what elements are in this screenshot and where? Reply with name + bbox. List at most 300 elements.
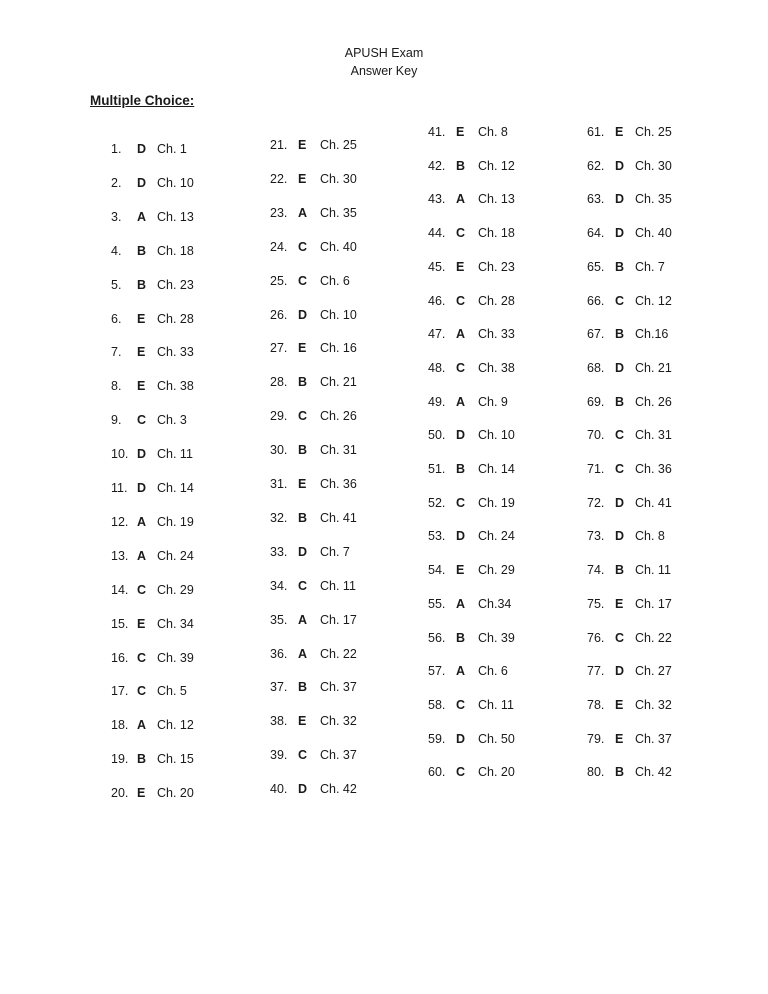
chapter-reference: Ch. 1 (157, 142, 187, 156)
answer-item (587, 326, 668, 342)
chapter-reference: Ch. 22 (320, 646, 357, 661)
chapter-reference: Ch. 11 (157, 447, 193, 462)
answer-letter: D (615, 226, 625, 241)
answer-letter: A (456, 596, 466, 611)
question-number: 55. (428, 596, 446, 611)
answer-letter: C (456, 226, 466, 241)
chapter-reference: Ch. 32 (320, 714, 357, 729)
chapter-reference: Ch. 21 (635, 360, 672, 375)
answer-item (428, 495, 515, 511)
question-number: 26. (270, 307, 288, 322)
question-number: 10. (111, 447, 129, 462)
answer-item (587, 461, 672, 477)
answer-item (270, 612, 357, 628)
answer-letter: B (615, 563, 625, 578)
answer-letter: D (137, 481, 147, 495)
chapter-reference: Ch. 23 (478, 259, 515, 274)
answer-item (428, 731, 515, 747)
answer-letter: E (615, 697, 624, 712)
chapter-reference: Ch. 38 (478, 360, 515, 375)
question-number: 20. (111, 786, 129, 801)
answer-item (111, 650, 194, 666)
answer-letter: B (615, 765, 625, 780)
question-number: 52. (428, 495, 446, 510)
answer-item (111, 311, 194, 327)
answer-item (270, 273, 350, 289)
answer-item (111, 344, 194, 360)
chapter-reference: Ch. 12 (157, 718, 194, 733)
answer-letter: B (298, 680, 308, 695)
answer-item (428, 293, 515, 309)
chapter-reference: Ch. 9 (478, 394, 508, 409)
answer-item (270, 679, 357, 695)
question-number: 18. (111, 718, 129, 733)
answer-letter: A (137, 514, 147, 529)
answer-letter: A (137, 718, 147, 733)
question-number: 77. (587, 664, 605, 679)
question-number: 23. (270, 205, 288, 220)
chapter-reference: Ch. 12 (478, 158, 515, 173)
answer-item (428, 394, 508, 410)
answer-letter: B (615, 394, 625, 409)
answer-item (587, 360, 672, 376)
answer-letter: E (137, 311, 146, 326)
question-number: 51. (428, 462, 446, 476)
answer-letter: E (137, 616, 146, 631)
chapter-reference: Ch. 30 (320, 171, 357, 186)
answer-item (111, 378, 194, 394)
answer-item (111, 446, 193, 462)
question-number: 39. (270, 748, 288, 763)
answer-letter: C (137, 582, 147, 597)
answer-letter: A (137, 548, 147, 563)
question-number: 75. (587, 596, 605, 611)
answer-item (270, 442, 357, 458)
question-number: 68. (587, 360, 605, 375)
answer-item (270, 374, 357, 390)
chapter-reference: Ch. 42 (320, 782, 357, 797)
chapter-reference: Ch. 19 (478, 495, 515, 510)
answer-letter: C (456, 360, 466, 375)
answer-item (111, 514, 194, 530)
question-number: 31. (270, 477, 288, 491)
chapter-reference: Ch. 37 (320, 680, 357, 695)
answer-item (428, 360, 515, 376)
chapter-reference: Ch. 41 (635, 495, 672, 510)
answer-letter: B (456, 158, 466, 173)
exam-title: APUSH Exam (344, 46, 424, 60)
chapter-reference: Ch. 50 (478, 731, 515, 746)
question-number: 29. (270, 409, 288, 424)
answer-letter: C (137, 650, 147, 665)
question-number: 19. (111, 752, 129, 767)
answer-letter: A (137, 209, 147, 224)
question-number: 38. (270, 714, 288, 729)
chapter-reference: Ch. 17 (635, 596, 672, 611)
answer-item (428, 663, 508, 679)
answer-item (587, 764, 672, 780)
chapter-reference: Ch. 6 (320, 273, 350, 288)
answer-letter: A (456, 664, 466, 679)
question-number: 5. (111, 277, 122, 292)
answer-letter: E (137, 786, 146, 801)
answer-letter: D (456, 428, 466, 443)
answer-letter: C (298, 578, 308, 593)
answer-item (111, 785, 194, 801)
chapter-reference: Ch. 28 (157, 311, 194, 326)
answer-item (587, 427, 672, 443)
answer-letter: D (615, 495, 625, 510)
answer-item (270, 307, 357, 323)
chapter-reference: Ch. 42 (635, 765, 672, 780)
answer-item (270, 137, 357, 153)
answer-letter: B (298, 443, 308, 458)
answer-item (428, 461, 515, 477)
question-number: 60. (428, 765, 446, 780)
answer-letter: B (298, 510, 308, 525)
chapter-reference: Ch. 23 (157, 277, 194, 292)
answer-letter: D (137, 175, 147, 190)
answer-letter: D (615, 529, 625, 544)
answer-item (587, 394, 672, 410)
question-number: 72. (587, 495, 605, 510)
answer-letter: C (137, 684, 147, 699)
question-number: 8. (111, 379, 122, 394)
chapter-reference: Ch. 28 (478, 293, 515, 308)
chapter-reference: Ch. 25 (320, 138, 357, 152)
answer-item (111, 141, 187, 157)
answer-item (587, 225, 672, 241)
answer-item (587, 630, 672, 646)
question-number: 78. (587, 697, 605, 712)
chapter-reference: Ch. 18 (157, 243, 194, 258)
answer-item (111, 243, 194, 259)
chapter-reference: Ch. 33 (157, 345, 194, 360)
chapter-reference: Ch. 25 (635, 125, 672, 139)
question-number: 14. (111, 582, 129, 597)
chapter-reference: Ch. 10 (157, 175, 194, 190)
chapter-reference: Ch. 39 (157, 650, 194, 665)
answer-letter: C (298, 273, 308, 288)
answer-item (587, 259, 665, 275)
answer-letter: D (615, 158, 625, 173)
answer-letter: B (137, 277, 147, 292)
answer-letter: C (615, 293, 625, 308)
chapter-reference: Ch. 31 (320, 443, 357, 458)
question-number: 41. (428, 125, 446, 139)
chapter-reference: Ch. 10 (320, 307, 357, 322)
answer-letter: E (298, 138, 307, 152)
chapter-reference: Ch. 39 (478, 630, 515, 645)
chapter-reference: Ch. 30 (635, 158, 672, 173)
question-number: 25. (270, 273, 288, 288)
question-number: 3. (111, 209, 122, 224)
question-number: 76. (587, 630, 605, 645)
chapter-reference: Ch. 38 (157, 379, 194, 394)
question-number: 28. (270, 375, 288, 390)
chapter-reference: Ch. 29 (478, 563, 515, 578)
question-number: 64. (587, 226, 605, 241)
answer-item (587, 697, 672, 713)
answer-letter: A (456, 394, 466, 409)
answer-letter: D (615, 664, 625, 679)
question-number: 33. (270, 544, 288, 559)
answer-letter: E (615, 596, 624, 611)
answer-letter: B (615, 327, 625, 342)
question-number: 66. (587, 293, 605, 308)
answer-letter: D (137, 447, 147, 462)
answer-letter: E (615, 731, 624, 746)
answer-letter: E (137, 379, 146, 394)
answer-item (587, 562, 671, 578)
answer-item (111, 548, 194, 564)
answer-letter: C (298, 239, 308, 254)
answer-letter: E (298, 171, 307, 186)
answer-item (270, 510, 357, 526)
answer-item (270, 239, 357, 255)
answer-item (270, 713, 357, 729)
answer-letter: A (456, 192, 466, 207)
answer-letter: E (456, 125, 465, 139)
answer-item (587, 731, 672, 747)
question-number: 57. (428, 664, 446, 679)
question-number: 35. (270, 612, 288, 627)
answer-letter: A (298, 205, 308, 220)
chapter-reference: Ch. 3 (157, 413, 187, 428)
question-number: 4. (111, 243, 122, 258)
answer-item (111, 751, 194, 767)
question-number: 73. (587, 529, 605, 544)
chapter-reference: Ch. 26 (635, 394, 672, 409)
answer-item (587, 158, 672, 174)
chapter-reference: Ch. 13 (157, 209, 194, 224)
answer-item (428, 528, 515, 544)
answer-item (270, 205, 357, 221)
answer-item (428, 427, 515, 443)
question-number: 53. (428, 529, 446, 544)
answer-item (587, 124, 672, 140)
chapter-reference: Ch. 11 (635, 563, 671, 578)
answer-item (428, 158, 515, 174)
answer-item (270, 646, 357, 662)
chapter-reference: Ch. 40 (635, 226, 672, 241)
answer-item (428, 596, 511, 612)
answer-letter: B (456, 630, 466, 645)
question-number: 36. (270, 646, 288, 661)
answer-item (111, 683, 187, 699)
answer-item (111, 175, 194, 191)
answer-item (587, 495, 672, 511)
answer-letter: D (456, 731, 466, 746)
chapter-reference: Ch. 8 (478, 125, 508, 139)
answer-letter: E (298, 341, 307, 356)
answer-letter: C (298, 748, 308, 763)
chapter-reference: Ch. 20 (478, 765, 515, 780)
question-number: 61. (587, 125, 605, 139)
chapter-reference: Ch. 37 (635, 731, 672, 746)
chapter-reference: Ch. 36 (635, 462, 672, 476)
chapter-reference: Ch. 14 (157, 481, 194, 495)
chapter-reference: Ch. 13 (478, 192, 515, 207)
answer-letter: A (298, 646, 308, 661)
chapter-reference: Ch. 12 (635, 293, 672, 308)
chapter-reference: Ch. 34 (157, 616, 194, 631)
question-number: 71. (587, 462, 605, 476)
chapter-reference: Ch. 11 (478, 697, 514, 712)
question-number: 16. (111, 650, 129, 665)
section-heading: Multiple Choice: (90, 93, 195, 108)
answer-letter: C (456, 697, 466, 712)
chapter-reference: Ch. 36 (320, 477, 357, 491)
answer-item (270, 408, 357, 424)
chapter-reference: Ch. 35 (320, 205, 357, 220)
chapter-reference: Ch. 10 (478, 428, 515, 443)
question-number: 15. (111, 616, 129, 631)
chapter-reference: Ch. 35 (635, 192, 672, 207)
answer-item (111, 480, 194, 496)
answer-item (111, 616, 194, 632)
answer-letter: A (456, 327, 466, 342)
answer-item (270, 544, 350, 560)
question-number: 74. (587, 563, 605, 578)
answer-letter: C (615, 630, 625, 645)
chapter-reference: Ch. 33 (478, 327, 515, 342)
answer-letter: D (298, 544, 308, 559)
answer-letter: B (298, 375, 308, 390)
question-number: 47. (428, 327, 446, 342)
answer-item (270, 578, 356, 594)
answer-letter: C (456, 765, 466, 780)
question-number: 30. (270, 443, 288, 458)
question-number: 37. (270, 680, 288, 695)
question-number: 13. (111, 548, 129, 563)
question-number: 12. (111, 514, 129, 529)
chapter-reference: Ch. 29 (157, 582, 194, 597)
question-number: 56. (428, 630, 446, 645)
question-number: 44. (428, 226, 446, 241)
chapter-reference: Ch. 7 (320, 544, 350, 559)
answer-letter: E (615, 125, 624, 139)
chapter-reference: Ch. 8 (635, 529, 665, 544)
answer-item (428, 259, 515, 275)
chapter-reference: Ch. 24 (157, 548, 194, 563)
answer-letter: A (298, 612, 308, 627)
answer-item (428, 124, 508, 140)
answer-letter: C (615, 462, 625, 476)
answer-item (270, 747, 357, 763)
question-number: 49. (428, 394, 446, 409)
chapter-reference: Ch. 31 (635, 428, 672, 443)
answer-item (587, 191, 672, 207)
answer-letter: C (298, 409, 308, 424)
question-number: 34. (270, 578, 288, 593)
question-number: 11. (111, 481, 128, 495)
answer-letter: E (298, 477, 307, 491)
chapter-reference: Ch. 41 (320, 510, 357, 525)
answer-letter: D (298, 782, 308, 797)
answer-letter: B (615, 259, 625, 274)
answer-letter: B (137, 243, 147, 258)
question-number: 62. (587, 158, 605, 173)
question-number: 24. (270, 239, 288, 254)
question-number: 69. (587, 394, 605, 409)
answer-letter: D (456, 529, 466, 544)
answer-letter: C (456, 495, 466, 510)
question-number: 17. (111, 684, 129, 699)
question-number: 27. (270, 341, 288, 356)
answer-item (428, 764, 515, 780)
chapter-reference: Ch. 7 (635, 259, 665, 274)
question-number: 6. (111, 311, 122, 326)
chapter-reference: Ch. 26 (320, 409, 357, 424)
question-number: 9. (111, 413, 122, 428)
answer-item (428, 225, 515, 241)
question-number: 40. (270, 782, 288, 797)
answer-letter: B (137, 752, 147, 767)
chapter-reference: Ch. 18 (478, 226, 515, 241)
answer-letter: C (615, 428, 625, 443)
answer-letter: E (456, 563, 465, 578)
answer-item (587, 528, 665, 544)
question-number: 22. (270, 171, 288, 186)
answer-letter: E (137, 345, 146, 360)
question-number: 50. (428, 428, 446, 443)
chapter-reference: Ch. 27 (635, 664, 672, 679)
question-number: 59. (428, 731, 446, 746)
chapter-reference: Ch. 17 (320, 612, 357, 627)
answer-item (587, 663, 672, 679)
answer-item (111, 582, 194, 598)
answer-item (111, 277, 194, 293)
answer-item (587, 293, 672, 309)
chapter-reference: Ch.34 (478, 596, 512, 611)
question-number: 21. (270, 138, 288, 152)
chapter-reference: Ch. 32 (635, 697, 672, 712)
question-number: 70. (587, 428, 605, 443)
question-number: 65. (587, 259, 605, 274)
chapter-reference: Ch. 16 (320, 341, 357, 356)
question-number: 1. (111, 142, 122, 156)
question-number: 58. (428, 697, 446, 712)
answer-item (428, 191, 515, 207)
question-number: 32. (270, 510, 288, 525)
chapter-reference: Ch. 15 (157, 752, 194, 767)
answer-letter: D (615, 192, 625, 207)
answer-letter: E (298, 714, 307, 729)
question-number: 54. (428, 563, 446, 578)
answer-letter: C (456, 293, 466, 308)
answer-letter: E (456, 259, 465, 274)
answer-item (111, 412, 187, 428)
question-number: 67. (587, 327, 605, 342)
answer-letter: C (137, 413, 147, 428)
chapter-reference: Ch. 40 (320, 239, 357, 254)
chapter-reference: Ch. 11 (320, 578, 356, 593)
chapter-reference: Ch. 22 (635, 630, 672, 645)
chapter-reference: Ch. 6 (478, 664, 508, 679)
answer-item (428, 630, 515, 646)
answer-letter: D (615, 360, 625, 375)
chapter-reference: Ch. 21 (320, 375, 357, 390)
chapter-reference: Ch. 20 (157, 786, 194, 801)
answer-item (587, 596, 672, 612)
answer-item (428, 326, 515, 342)
question-number: 43. (428, 192, 446, 207)
question-number: 79. (587, 731, 605, 746)
answer-letter: D (298, 307, 308, 322)
chapter-reference: Ch. 24 (478, 529, 515, 544)
answer-item (270, 476, 357, 492)
